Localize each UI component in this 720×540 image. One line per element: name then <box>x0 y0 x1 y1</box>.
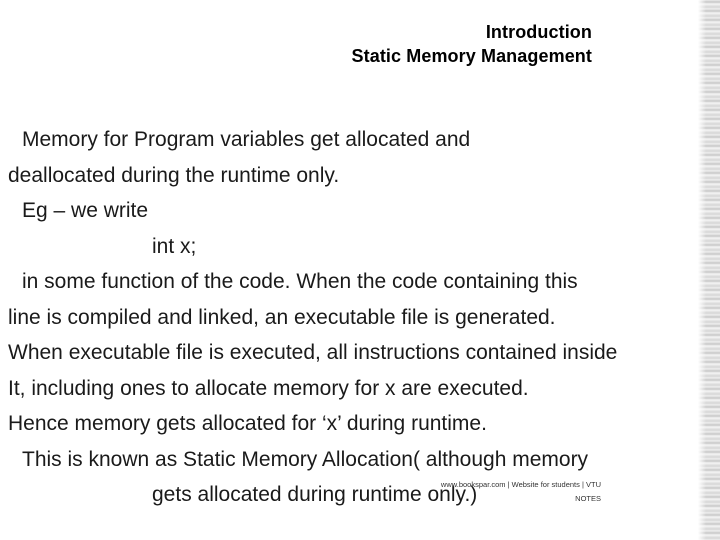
slide-title <box>352 20 592 68</box>
body-line: This is known as Static Memory Allocation( although memory <box>22 447 589 471</box>
body-line: Eg – we write <box>22 199 149 222</box>
body-line: line is compiled and linked, an executable file is generated. <box>8 305 556 329</box>
slide-footer <box>395 478 601 506</box>
code-line: int x; <box>152 234 197 258</box>
title-line-introduction: Introduction <box>485 22 592 42</box>
title-line-static-memory: Static Memory Management <box>351 46 592 66</box>
footer-website: www.bookspar.com | Website for students | VTU <box>440 480 601 489</box>
body-line: Memory for Program variables get allocated and <box>22 128 471 151</box>
body-line: It, including ones to allocate memory for x are executed. <box>8 376 529 400</box>
footer-notes: NOTES <box>575 494 601 503</box>
body-line: Hence memory gets allocated for ‘x’ during runtime. <box>8 412 487 435</box>
body-line: deallocated during the runtime only. <box>8 163 340 187</box>
body-line: gets allocated during runtime only.) <box>152 483 478 506</box>
body-line: When executable file is executed, all instructions contained inside <box>8 341 618 364</box>
slide-body <box>8 122 708 513</box>
body-line: in some function of the code. When the code containing this <box>22 270 578 293</box>
